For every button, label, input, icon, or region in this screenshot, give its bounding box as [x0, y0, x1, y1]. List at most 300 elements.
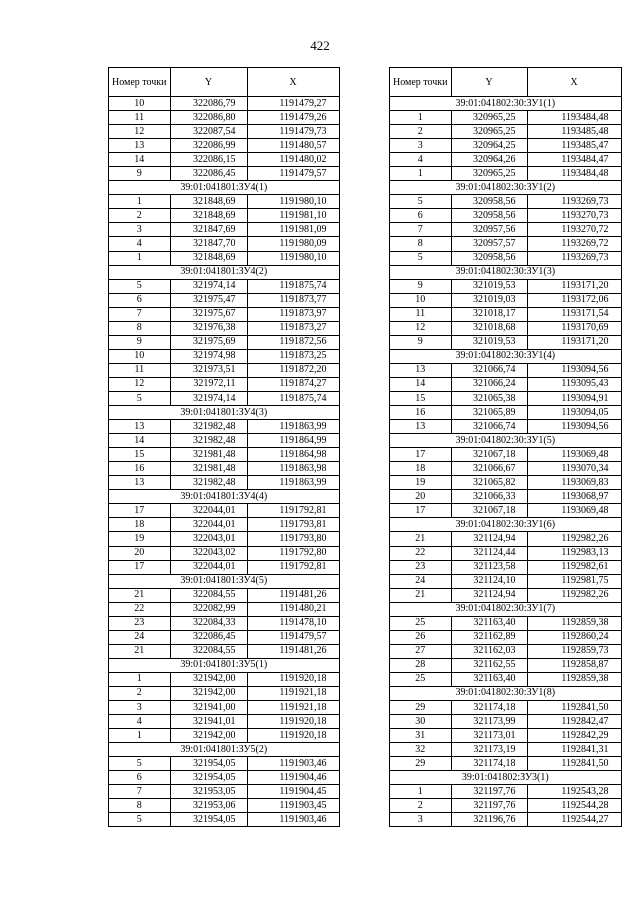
x-coordinate-cell: 1191864,98: [247, 448, 339, 462]
table-row: [109, 771, 340, 785]
header-point-number: Номер точки: [390, 68, 452, 97]
point-number-cell: 23: [390, 560, 452, 574]
table-row: [109, 785, 340, 799]
point-number-cell: 3: [390, 813, 452, 827]
point-number-cell: 17: [109, 560, 171, 574]
x-coordinate-cell: 1191875,74: [247, 279, 339, 293]
x-coordinate-cell: 1191863,99: [247, 420, 339, 434]
x-coordinate-cell: 1192544,28: [527, 799, 621, 813]
y-coordinate-cell: 321973,51: [170, 363, 247, 377]
point-number-cell: 1: [390, 785, 452, 799]
table-row: [390, 279, 622, 293]
table-row: [390, 560, 622, 574]
x-coordinate-cell: 1191981,10: [247, 209, 339, 223]
y-coordinate-cell: 321954,05: [170, 757, 247, 771]
x-coordinate-cell: 1193069,48: [527, 504, 621, 518]
point-number-cell: 29: [390, 701, 452, 715]
point-number-cell: 15: [390, 391, 452, 405]
table-row: [109, 757, 340, 771]
table-row: [109, 293, 340, 307]
x-coordinate-cell: 1193094,91: [527, 391, 621, 405]
cadastral-number: 39:01:041801:ЗУ5(1): [109, 658, 340, 672]
x-coordinate-cell: 1191872,56: [247, 335, 339, 349]
cadastral-number: 39:01:041802:30:ЗУ1(3): [390, 265, 622, 279]
y-coordinate-cell: 321972,11: [170, 377, 247, 391]
section-heading-row: [390, 686, 622, 700]
y-coordinate-cell: 321942,00: [170, 672, 247, 686]
point-number-cell: 25: [390, 616, 452, 630]
header-x: X: [527, 68, 621, 97]
y-coordinate-cell: 321954,05: [170, 771, 247, 785]
header-point-number: Номер точки: [109, 68, 171, 97]
point-number-cell: 13: [390, 420, 452, 434]
x-coordinate-cell: 1191479,26: [247, 111, 339, 125]
point-number-cell: 14: [109, 153, 171, 167]
table-row: [109, 223, 340, 237]
y-coordinate-cell: 322044,01: [170, 518, 247, 532]
x-coordinate-cell: 1191921,18: [247, 701, 339, 715]
y-coordinate-cell: 321173,01: [451, 729, 527, 743]
y-coordinate-cell: 321018,68: [451, 321, 527, 335]
y-coordinate-cell: 320964,25: [451, 139, 527, 153]
section-heading-row: [390, 97, 622, 111]
table-row: [390, 701, 622, 715]
point-number-cell: 19: [109, 532, 171, 546]
y-coordinate-cell: 321942,00: [170, 729, 247, 743]
table-row: [390, 307, 622, 321]
cadastral-number: 39:01:041801:ЗУ5(2): [109, 743, 340, 757]
point-number-cell: 21: [390, 588, 452, 602]
table-row: [109, 532, 340, 546]
point-number-cell: 11: [109, 363, 171, 377]
x-coordinate-cell: 1193485,47: [527, 139, 621, 153]
y-coordinate-cell: 321019,53: [451, 279, 527, 293]
point-number-cell: 22: [390, 546, 452, 560]
y-coordinate-cell: 321065,82: [451, 476, 527, 490]
x-coordinate-cell: 1193069,48: [527, 448, 621, 462]
y-coordinate-cell: 321941,00: [170, 701, 247, 715]
coordinates-table-left: [108, 67, 340, 827]
table-row: [390, 111, 622, 125]
table-header-row: [109, 68, 340, 97]
table-row: [390, 715, 622, 729]
table-row: [109, 560, 340, 574]
x-coordinate-cell: 1191792,80: [247, 546, 339, 560]
y-coordinate-cell: 320958,56: [451, 251, 527, 265]
section-heading-row: [390, 265, 622, 279]
y-coordinate-cell: 321848,69: [170, 251, 247, 265]
x-coordinate-cell: 1191980,10: [247, 195, 339, 209]
table-row: [109, 377, 340, 391]
x-coordinate-cell: 1193485,48: [527, 125, 621, 139]
y-coordinate-cell: 321163,40: [451, 616, 527, 630]
point-number-cell: 14: [109, 434, 171, 448]
y-coordinate-cell: 321982,48: [170, 420, 247, 434]
y-coordinate-cell: 321981,48: [170, 462, 247, 476]
y-coordinate-cell: 321124,44: [451, 546, 527, 560]
x-coordinate-cell: 1191863,99: [247, 476, 339, 490]
y-coordinate-cell: 321196,76: [451, 813, 527, 827]
point-number-cell: 16: [390, 406, 452, 420]
coordinates-table-right: [389, 67, 622, 827]
table-row: [390, 195, 622, 209]
x-coordinate-cell: 1192842,47: [527, 715, 621, 729]
point-number-cell: 9: [109, 335, 171, 349]
y-coordinate-cell: 321975,69: [170, 335, 247, 349]
x-coordinate-cell: 1192982,61: [527, 560, 621, 574]
table-row: [109, 729, 340, 743]
x-coordinate-cell: 1193269,72: [527, 237, 621, 251]
y-coordinate-cell: 322084,33: [170, 616, 247, 630]
point-number-cell: 21: [109, 588, 171, 602]
y-coordinate-cell: 321066,74: [451, 363, 527, 377]
y-coordinate-cell: 321976,38: [170, 321, 247, 335]
y-coordinate-cell: 321066,24: [451, 377, 527, 391]
x-coordinate-cell: 1191903,45: [247, 799, 339, 813]
x-coordinate-cell: 1193171,20: [527, 335, 621, 349]
table-row: [109, 307, 340, 321]
point-number-cell: 4: [390, 153, 452, 167]
table-row: [109, 630, 340, 644]
x-coordinate-cell: 1191480,21: [247, 602, 339, 616]
section-heading-row: [390, 518, 622, 532]
y-coordinate-cell: 321018,17: [451, 307, 527, 321]
point-number-cell: 18: [390, 462, 452, 476]
x-coordinate-cell: 1192543,28: [527, 785, 621, 799]
table-row: [109, 125, 340, 139]
table-row: [390, 644, 622, 658]
point-number-cell: 17: [109, 504, 171, 518]
y-coordinate-cell: 322044,01: [170, 504, 247, 518]
table-row: [390, 813, 622, 827]
y-coordinate-cell: 321982,48: [170, 476, 247, 490]
table-row: [390, 209, 622, 223]
table-row: [109, 616, 340, 630]
y-coordinate-cell: 321941,01: [170, 715, 247, 729]
point-number-cell: 7: [109, 307, 171, 321]
cadastral-number: 39:01:041801:ЗУ4(2): [109, 265, 340, 279]
x-coordinate-cell: 1191480,57: [247, 139, 339, 153]
y-coordinate-cell: 321173,99: [451, 715, 527, 729]
cadastral-number: 39:01:041802:30:ЗУ1(1): [390, 97, 622, 111]
table-row: [390, 125, 622, 139]
point-number-cell: 13: [390, 363, 452, 377]
table-row: [109, 420, 340, 434]
table-body-left: [109, 97, 340, 827]
point-number-cell: 10: [390, 293, 452, 307]
y-coordinate-cell: 321975,67: [170, 307, 247, 321]
table-row: [390, 630, 622, 644]
y-coordinate-cell: 322086,80: [170, 111, 247, 125]
y-coordinate-cell: 321124,94: [451, 532, 527, 546]
point-number-cell: 14: [390, 377, 452, 391]
y-coordinate-cell: 322043,02: [170, 546, 247, 560]
point-number-cell: 2: [390, 799, 452, 813]
table-row: [390, 729, 622, 743]
x-coordinate-cell: 1191793,81: [247, 518, 339, 532]
x-coordinate-cell: 1191480,02: [247, 153, 339, 167]
x-coordinate-cell: 1192859,73: [527, 644, 621, 658]
point-number-cell: 24: [390, 574, 452, 588]
table-row: [109, 434, 340, 448]
y-coordinate-cell: 321847,69: [170, 223, 247, 237]
section-heading-row: [390, 349, 622, 363]
y-coordinate-cell: 321953,06: [170, 799, 247, 813]
x-coordinate-cell: 1191873,25: [247, 349, 339, 363]
x-coordinate-cell: 1192842,29: [527, 729, 621, 743]
x-coordinate-cell: 1191920,18: [247, 672, 339, 686]
y-coordinate-cell: 321173,19: [451, 743, 527, 757]
x-coordinate-cell: 1191980,10: [247, 251, 339, 265]
y-coordinate-cell: 322043,01: [170, 532, 247, 546]
point-number-cell: 18: [109, 518, 171, 532]
x-coordinate-cell: 1192981,75: [527, 574, 621, 588]
y-coordinate-cell: 320958,56: [451, 209, 527, 223]
x-coordinate-cell: 1192859,38: [527, 616, 621, 630]
table-row: [109, 237, 340, 251]
table-row: [390, 504, 622, 518]
table-row: [390, 321, 622, 335]
x-coordinate-cell: 1193095,43: [527, 377, 621, 391]
point-number-cell: 29: [390, 757, 452, 771]
table-row: [109, 251, 340, 265]
point-number-cell: 1: [109, 729, 171, 743]
point-number-cell: 30: [390, 715, 452, 729]
table-row: [109, 111, 340, 125]
x-coordinate-cell: 1193484,47: [527, 153, 621, 167]
table-row: [390, 785, 622, 799]
y-coordinate-cell: 322084,55: [170, 644, 247, 658]
y-coordinate-cell: 321065,38: [451, 391, 527, 405]
table-row: [109, 644, 340, 658]
x-coordinate-cell: 1193094,56: [527, 420, 621, 434]
x-coordinate-cell: 1191481,26: [247, 644, 339, 658]
point-number-cell: 3: [109, 701, 171, 715]
point-number-cell: 1: [109, 672, 171, 686]
x-coordinate-cell: 1192544,27: [527, 813, 621, 827]
point-number-cell: 21: [109, 644, 171, 658]
table-header-row: [390, 68, 622, 97]
x-coordinate-cell: 1191873,27: [247, 321, 339, 335]
y-coordinate-cell: 322084,55: [170, 588, 247, 602]
table-row: [390, 420, 622, 434]
cadastral-number: 39:01:041801:ЗУ4(3): [109, 406, 340, 420]
y-coordinate-cell: 321953,05: [170, 785, 247, 799]
point-number-cell: 17: [390, 448, 452, 462]
header-y: Y: [170, 68, 247, 97]
x-coordinate-cell: 1192841,50: [527, 757, 621, 771]
point-number-cell: 15: [109, 448, 171, 462]
y-coordinate-cell: 322086,45: [170, 630, 247, 644]
y-coordinate-cell: 321954,05: [170, 813, 247, 827]
section-heading-row: [109, 265, 340, 279]
cadastral-number: 39:01:041802:30:ЗУ1(4): [390, 349, 622, 363]
x-coordinate-cell: 1191904,46: [247, 771, 339, 785]
y-coordinate-cell: 321197,76: [451, 799, 527, 813]
y-coordinate-cell: 320965,25: [451, 125, 527, 139]
x-coordinate-cell: 1191921,18: [247, 686, 339, 700]
cadastral-number: 39:01:041802:30:ЗУ1(8): [390, 686, 622, 700]
cadastral-number: 39:01:041802:30:ЗУ1(2): [390, 181, 622, 195]
y-coordinate-cell: 321019,03: [451, 293, 527, 307]
x-coordinate-cell: 1193484,48: [527, 111, 621, 125]
page-number: 422: [310, 38, 330, 53]
cadastral-number: 39:01:041801:ЗУ4(4): [109, 490, 340, 504]
table-row: [390, 672, 622, 686]
table-row: [390, 546, 622, 560]
y-coordinate-cell: 321848,69: [170, 195, 247, 209]
y-coordinate-cell: 321974,14: [170, 391, 247, 405]
section-heading-row: [109, 743, 340, 757]
y-coordinate-cell: 321066,33: [451, 490, 527, 504]
point-number-cell: 3: [109, 223, 171, 237]
table-row: [390, 757, 622, 771]
y-coordinate-cell: 322086,15: [170, 153, 247, 167]
point-number-cell: 8: [109, 799, 171, 813]
x-coordinate-cell: 1193094,56: [527, 363, 621, 377]
point-number-cell: 5: [109, 813, 171, 827]
table-row: [390, 490, 622, 504]
point-number-cell: 16: [109, 462, 171, 476]
x-coordinate-cell: 1191981,09: [247, 223, 339, 237]
cadastral-number: 39:01:041802:30:ЗУ1(6): [390, 518, 622, 532]
point-number-cell: 6: [109, 771, 171, 785]
y-coordinate-cell: 322086,79: [170, 97, 247, 111]
section-heading-row: [109, 658, 340, 672]
table-row: [109, 715, 340, 729]
table-row: [390, 658, 622, 672]
table-row: [109, 588, 340, 602]
y-coordinate-cell: 321174,18: [451, 757, 527, 771]
y-coordinate-cell: 322087,54: [170, 125, 247, 139]
y-coordinate-cell: 321124,94: [451, 588, 527, 602]
point-number-cell: 5: [390, 195, 452, 209]
point-number-cell: 20: [109, 546, 171, 560]
point-number-cell: 32: [390, 743, 452, 757]
y-coordinate-cell: 320964,26: [451, 153, 527, 167]
point-number-cell: 17: [390, 504, 452, 518]
x-coordinate-cell: 1193172,06: [527, 293, 621, 307]
point-number-cell: 1: [109, 251, 171, 265]
table-row: [390, 153, 622, 167]
y-coordinate-cell: 322082,99: [170, 602, 247, 616]
x-coordinate-cell: 1191481,26: [247, 588, 339, 602]
table-row: [109, 813, 340, 827]
point-number-cell: 1: [390, 111, 452, 125]
point-number-cell: 7: [109, 785, 171, 799]
x-coordinate-cell: 1191875,74: [247, 391, 339, 405]
x-coordinate-cell: 1191479,73: [247, 125, 339, 139]
table-row: [109, 139, 340, 153]
x-coordinate-cell: 1191904,45: [247, 785, 339, 799]
x-coordinate-cell: 1192858,87: [527, 658, 621, 672]
y-coordinate-cell: 322044,01: [170, 560, 247, 574]
x-coordinate-cell: 1192982,26: [527, 588, 621, 602]
x-coordinate-cell: 1192859,38: [527, 672, 621, 686]
table-row: [109, 209, 340, 223]
y-coordinate-cell: 321123,58: [451, 560, 527, 574]
table-row: [109, 391, 340, 405]
table-row: [109, 476, 340, 490]
section-heading-row: [390, 181, 622, 195]
cadastral-number: 39:01:041801:ЗУ4(1): [109, 181, 340, 195]
point-number-cell: 23: [109, 616, 171, 630]
y-coordinate-cell: 320957,57: [451, 237, 527, 251]
x-coordinate-cell: 1191792,81: [247, 504, 339, 518]
point-number-cell: 13: [109, 476, 171, 490]
table-row: [390, 743, 622, 757]
table-row: [390, 139, 622, 153]
table-row: [390, 237, 622, 251]
y-coordinate-cell: 321124,10: [451, 574, 527, 588]
x-coordinate-cell: 1191864,99: [247, 434, 339, 448]
table-row: [109, 518, 340, 532]
x-coordinate-cell: 1193069,83: [527, 476, 621, 490]
x-coordinate-cell: 1191863,98: [247, 462, 339, 476]
y-coordinate-cell: 320965,25: [451, 167, 527, 181]
cadastral-number: 39:01:041802:30:ЗУ1(5): [390, 434, 622, 448]
table-row: [109, 799, 340, 813]
point-number-cell: 1: [390, 167, 452, 181]
table-row: [390, 251, 622, 265]
point-number-cell: 2: [390, 125, 452, 139]
table-row: [109, 97, 340, 111]
x-coordinate-cell: 1192841,50: [527, 701, 621, 715]
section-heading-row: [109, 490, 340, 504]
x-coordinate-cell: 1191479,57: [247, 167, 339, 181]
point-number-cell: 5: [390, 251, 452, 265]
y-coordinate-cell: 321197,76: [451, 785, 527, 799]
table-row: [109, 462, 340, 476]
table-row: [390, 574, 622, 588]
table-row: [390, 616, 622, 630]
x-coordinate-cell: 1191903,46: [247, 757, 339, 771]
table-row: [109, 335, 340, 349]
y-coordinate-cell: 321981,48: [170, 448, 247, 462]
point-number-cell: 2: [109, 209, 171, 223]
x-coordinate-cell: 1191478,10: [247, 616, 339, 630]
y-coordinate-cell: 321975,47: [170, 293, 247, 307]
y-coordinate-cell: 321066,67: [451, 462, 527, 476]
y-coordinate-cell: 321162,55: [451, 658, 527, 672]
section-heading-row: [390, 771, 622, 785]
point-number-cell: 5: [109, 279, 171, 293]
x-coordinate-cell: 1191903,46: [247, 813, 339, 827]
y-coordinate-cell: 321065,89: [451, 406, 527, 420]
point-number-cell: 12: [109, 377, 171, 391]
y-coordinate-cell: 321067,18: [451, 504, 527, 518]
table-row: [390, 532, 622, 546]
y-coordinate-cell: 321174,18: [451, 701, 527, 715]
x-coordinate-cell: 1192841,31: [527, 743, 621, 757]
x-coordinate-cell: 1193171,54: [527, 307, 621, 321]
section-heading-row: [109, 574, 340, 588]
point-number-cell: 27: [390, 644, 452, 658]
x-coordinate-cell: 1192860,24: [527, 630, 621, 644]
point-number-cell: 3: [390, 139, 452, 153]
table-row: [390, 462, 622, 476]
table-row: [390, 335, 622, 349]
section-heading-row: [109, 181, 340, 195]
x-coordinate-cell: 1193269,73: [527, 195, 621, 209]
point-number-cell: 19: [390, 476, 452, 490]
table-row: [109, 195, 340, 209]
point-number-cell: 1: [109, 195, 171, 209]
table-row: [109, 546, 340, 560]
table-row: [109, 686, 340, 700]
point-number-cell: 6: [109, 293, 171, 307]
x-coordinate-cell: 1193270,72: [527, 223, 621, 237]
